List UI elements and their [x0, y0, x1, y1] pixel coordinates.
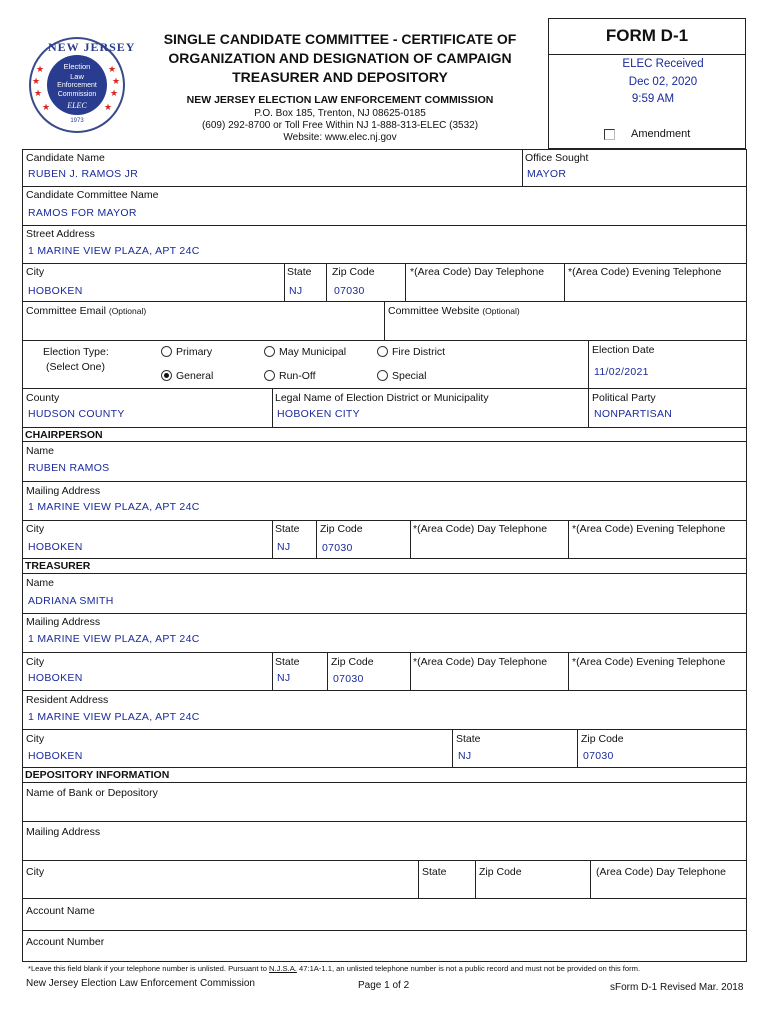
political-party-label: Political Party	[592, 392, 656, 404]
radio-may-municipal[interactable]	[264, 346, 275, 357]
resident-address-label: Resident Address	[26, 694, 109, 706]
street-address-label: Street Address	[26, 228, 95, 240]
svg-text:★: ★	[104, 103, 113, 113]
resident-zip-label: Zip Code	[581, 733, 624, 745]
chair-name-field[interactable]: RUBEN RAMOS	[28, 462, 110, 474]
day-telephone-label: *(Area Code) Day Telephone	[410, 266, 545, 278]
street-address-field[interactable]: 1 MARINE VIEW PLAZA, APT 24C	[28, 245, 200, 257]
evening-telephone-label: *(Area Code) Evening Telephone	[568, 266, 722, 278]
elec-received-time: 9:59 AM	[631, 93, 675, 105]
elec-received-date: Dec 02, 2020	[628, 76, 698, 88]
committee-email-label	[26, 305, 146, 317]
treasurer-heading: TREASURER	[25, 560, 91, 572]
treasurer-name-field[interactable]: ADRIANA SMITH	[28, 595, 114, 607]
chair-zip-field[interactable]: 07030	[322, 542, 353, 554]
candidate-name-label: Candidate Name	[26, 152, 105, 164]
elec-received-label: ELEC Received	[622, 58, 704, 70]
seal-mark: ELEC	[67, 101, 87, 110]
treasurer-city-field[interactable]: HOBOKEN	[28, 672, 83, 684]
footer-left: New Jersey Election Law Enforcement Commission	[26, 978, 255, 989]
seal-line-4: Commission	[57, 91, 97, 98]
chair-evening-telephone-label: *(Area Code) Evening Telephone	[572, 523, 726, 535]
agency-website: Website: www.elec.nj.gov	[283, 132, 397, 143]
form-revision: sForm D-1 Revised Mar. 2018	[610, 982, 744, 993]
chair-state-field[interactable]: NJ	[277, 541, 291, 553]
radio-fire-district-label: Fire District	[392, 346, 446, 358]
agency-address: P.O. Box 185, Trenton, NJ 08625-0185	[254, 108, 426, 119]
district-field[interactable]: HOBOKEN CITY	[277, 408, 360, 420]
chair-state-label: State	[275, 523, 300, 535]
committee-email-optional: (Optional)	[108, 306, 147, 316]
svg-text:★: ★	[108, 65, 117, 75]
resident-city-label: City	[26, 733, 45, 745]
svg-text:★: ★	[32, 77, 41, 87]
treasurer-evening-telephone-label: *(Area Code) Evening Telephone	[572, 656, 726, 668]
bank-name-label: Name of Bank or Depository	[26, 787, 158, 799]
county-field[interactable]: HUDSON COUNTY	[28, 408, 125, 420]
resident-zip-field[interactable]: 07030	[583, 750, 614, 762]
seal-line-2: Law	[70, 72, 84, 81]
svg-text:★: ★	[110, 89, 119, 99]
election-type-label: Election Type:	[43, 346, 109, 358]
chair-city-field[interactable]: HOBOKEN	[28, 541, 83, 553]
treasurer-zip-label: Zip Code	[331, 656, 374, 668]
radio-runoff-label: Run-Off	[279, 370, 316, 382]
committee-email-label-text: Committee Email	[26, 305, 106, 317]
chair-name-label: Name	[26, 445, 55, 457]
radio-runoff[interactable]	[264, 370, 275, 381]
agency-phone: (609) 292-8700 or Toll Free Within NJ 1-888-313-ELEC (3532)	[201, 120, 479, 131]
note-part-2: 47:1A-1.1, an unlisted telephone number is not a public record and must not be provided on this form.	[296, 964, 641, 973]
svg-text:★: ★	[112, 77, 121, 87]
svg-text:★: ★	[42, 103, 51, 113]
unlisted-phone-note	[28, 964, 640, 973]
seal-line-1: Election	[63, 62, 91, 71]
office-sought-field[interactable]: MAYOR	[527, 168, 567, 180]
election-type-hint: (Select One)	[46, 361, 105, 373]
city-field[interactable]: HOBOKEN	[28, 285, 83, 297]
radio-general[interactable]	[161, 370, 172, 381]
form-title-line-2: ORGANIZATION AND DESIGNATION OF CAMPAIGN	[168, 50, 512, 66]
account-number-label: Account Number	[26, 936, 105, 948]
office-sought-label: Office Sought	[525, 152, 589, 164]
resident-state-field[interactable]: NJ	[458, 750, 472, 762]
radio-special[interactable]	[377, 370, 388, 381]
depository-mailing-label: Mailing Address	[26, 826, 101, 838]
chair-day-telephone-label: *(Area Code) Day Telephone	[413, 523, 548, 535]
election-date-label: Election Date	[592, 344, 655, 356]
state-field[interactable]: NJ	[289, 285, 303, 297]
committee-website-label	[388, 305, 520, 317]
agency-name: NEW JERSEY ELECTION LAW ENFORCEMENT COMMISSION	[186, 94, 494, 106]
depository-mailing-field[interactable]	[28, 841, 738, 857]
district-label: Legal Name of Election District or Municipality	[275, 392, 489, 404]
resident-city-field[interactable]: HOBOKEN	[28, 750, 83, 762]
form-title-line-1: SINGLE CANDIDATE COMMITTEE - CERTIFICATE OF	[163, 31, 517, 47]
depository-state-label: State	[422, 866, 447, 878]
treasurer-day-telephone-label: *(Area Code) Day Telephone	[413, 656, 548, 668]
zip-label: Zip Code	[332, 266, 375, 278]
zip-field[interactable]: 07030	[334, 285, 365, 297]
seal-top-text: NEW JERSEY	[48, 40, 136, 54]
depository-city-label: City	[26, 866, 45, 878]
amendment-checkbox[interactable]	[604, 129, 615, 140]
treasurer-name-label: Name	[26, 577, 55, 589]
chairperson-heading: CHAIRPERSON	[25, 429, 103, 441]
election-date-field[interactable]: 11/02/2021	[594, 366, 649, 378]
chair-zip-label: Zip Code	[320, 523, 363, 535]
treasurer-mailing-field[interactable]: 1 MARINE VIEW PLAZA, APT 24C	[28, 633, 200, 645]
chair-city-label: City	[26, 523, 45, 535]
radio-special-label: Special	[392, 370, 427, 382]
state-label: State	[287, 266, 312, 278]
committee-website-optional: (Optional)	[482, 306, 520, 316]
treasurer-city-label: City	[26, 656, 45, 668]
chair-mailing-field[interactable]: 1 MARINE VIEW PLAZA, APT 24C	[28, 501, 200, 513]
radio-general-label: General	[176, 370, 214, 382]
treasurer-state-field[interactable]: NJ	[277, 672, 291, 684]
form-title-line-3: TREASURER AND DEPOSITORY	[232, 69, 448, 85]
depository-heading: DEPOSITORY INFORMATION	[25, 769, 170, 781]
resident-state-label: State	[456, 733, 481, 745]
account-name-label: Account Name	[26, 905, 95, 917]
radio-primary[interactable]	[161, 346, 172, 357]
treasurer-mailing-label: Mailing Address	[26, 616, 101, 628]
depository-telephone-label: (Area Code) Day Telephone	[596, 866, 726, 878]
page-number: Page 1 of 2	[358, 980, 410, 991]
treasurer-zip-field[interactable]: 07030	[333, 673, 364, 685]
committee-name-label: Candidate Committee Name	[26, 189, 159, 201]
committee-website-label-text: Committee Website	[388, 305, 480, 317]
radio-primary-label: Primary	[176, 346, 213, 358]
depository-zip-label: Zip Code	[479, 866, 522, 878]
seal-line-3: Enforcement	[57, 82, 97, 89]
radio-may-municipal-label: May Municipal	[279, 346, 347, 358]
resident-address-field[interactable]: 1 MARINE VIEW PLAZA, APT 24C	[28, 711, 200, 723]
amendment-label: Amendment	[631, 128, 691, 140]
note-citation: N.J.S.A.	[269, 964, 297, 973]
svg-text:★: ★	[36, 65, 45, 75]
committee-name-field[interactable]: RAMOS FOR MAYOR	[28, 207, 137, 219]
political-party-field[interactable]: NONPARTISAN	[594, 408, 673, 420]
chair-mailing-label: Mailing Address	[26, 485, 101, 497]
radio-fire-district[interactable]	[377, 346, 388, 357]
treasurer-state-label: State	[275, 656, 300, 668]
county-label: County	[26, 392, 60, 404]
city-label: City	[26, 266, 45, 278]
seal-year: 1973	[70, 118, 84, 124]
note-part-1: *Leave this field blank if your telephone number is unlisted. Pursuant to	[28, 964, 270, 973]
bank-name-field[interactable]	[28, 802, 738, 818]
form-id: FORM D-1	[605, 26, 689, 45]
candidate-name-field[interactable]: RUBEN J. RAMOS JR	[28, 168, 139, 180]
svg-text:★: ★	[34, 89, 43, 99]
